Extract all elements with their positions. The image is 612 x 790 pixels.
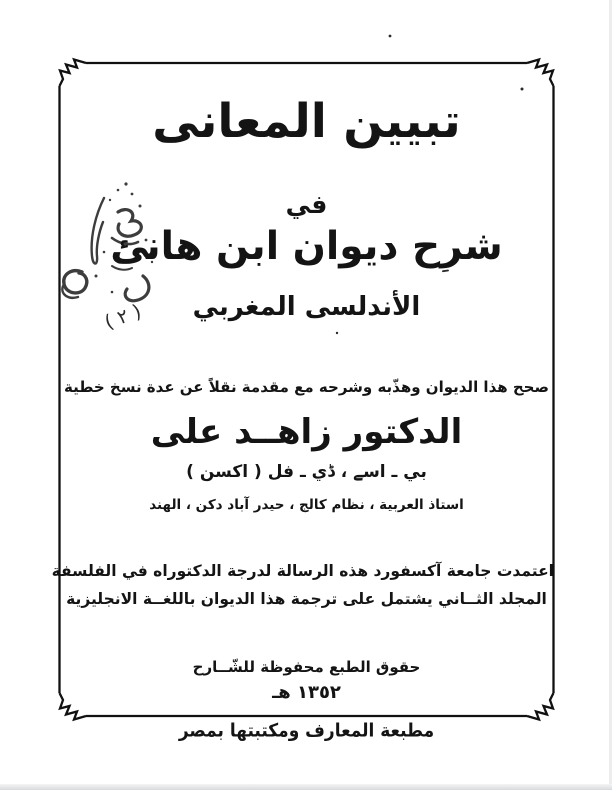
book-title-main: تبيين المعانى <box>152 94 461 149</box>
author-name: الدكتور زاهــد على <box>150 412 463 452</box>
publisher-imprint: مطبعة المعارف ومكتبتها بمصر <box>178 720 435 742</box>
author-epithet: الأندلسى المغربي <box>192 292 421 322</box>
hijri-year: ١٣٥٢ هـ <box>272 682 341 703</box>
thesis-approval-line2: المجلد الثــاني يشتمل على ترجمة هذا الديوان باللغــة الانجليزية <box>66 590 547 608</box>
book-subtitle: شرح ديوان ابن هانئ <box>110 224 503 269</box>
author-degrees: بي ـ اسے ، ڈي ـ فل ( اکسن ) <box>186 462 427 482</box>
scan-edge-shadow-bottom <box>0 784 612 790</box>
scan-specks <box>336 35 524 335</box>
edition-note: صحح هذا الديوان وهذّبه وشرحه مع مقدمة نقلاً عن عدة نسخ خطية <box>64 378 549 396</box>
handwritten-volume-number: ( ٢ ) <box>101 300 145 334</box>
thesis-approval-line1: اعتمدت جامعة آكسفورد هذه الرسالة لدرجة الدكتوراه في الفلسفة <box>51 562 554 580</box>
title-connector: في <box>285 190 328 219</box>
author-affiliation: استاذ العربية ، نظام كالج ، حيدر آباد دكن ، الهند <box>149 497 464 513</box>
copyright-notice: حقوق الطبع محفوظة للشّــارح <box>192 658 421 676</box>
